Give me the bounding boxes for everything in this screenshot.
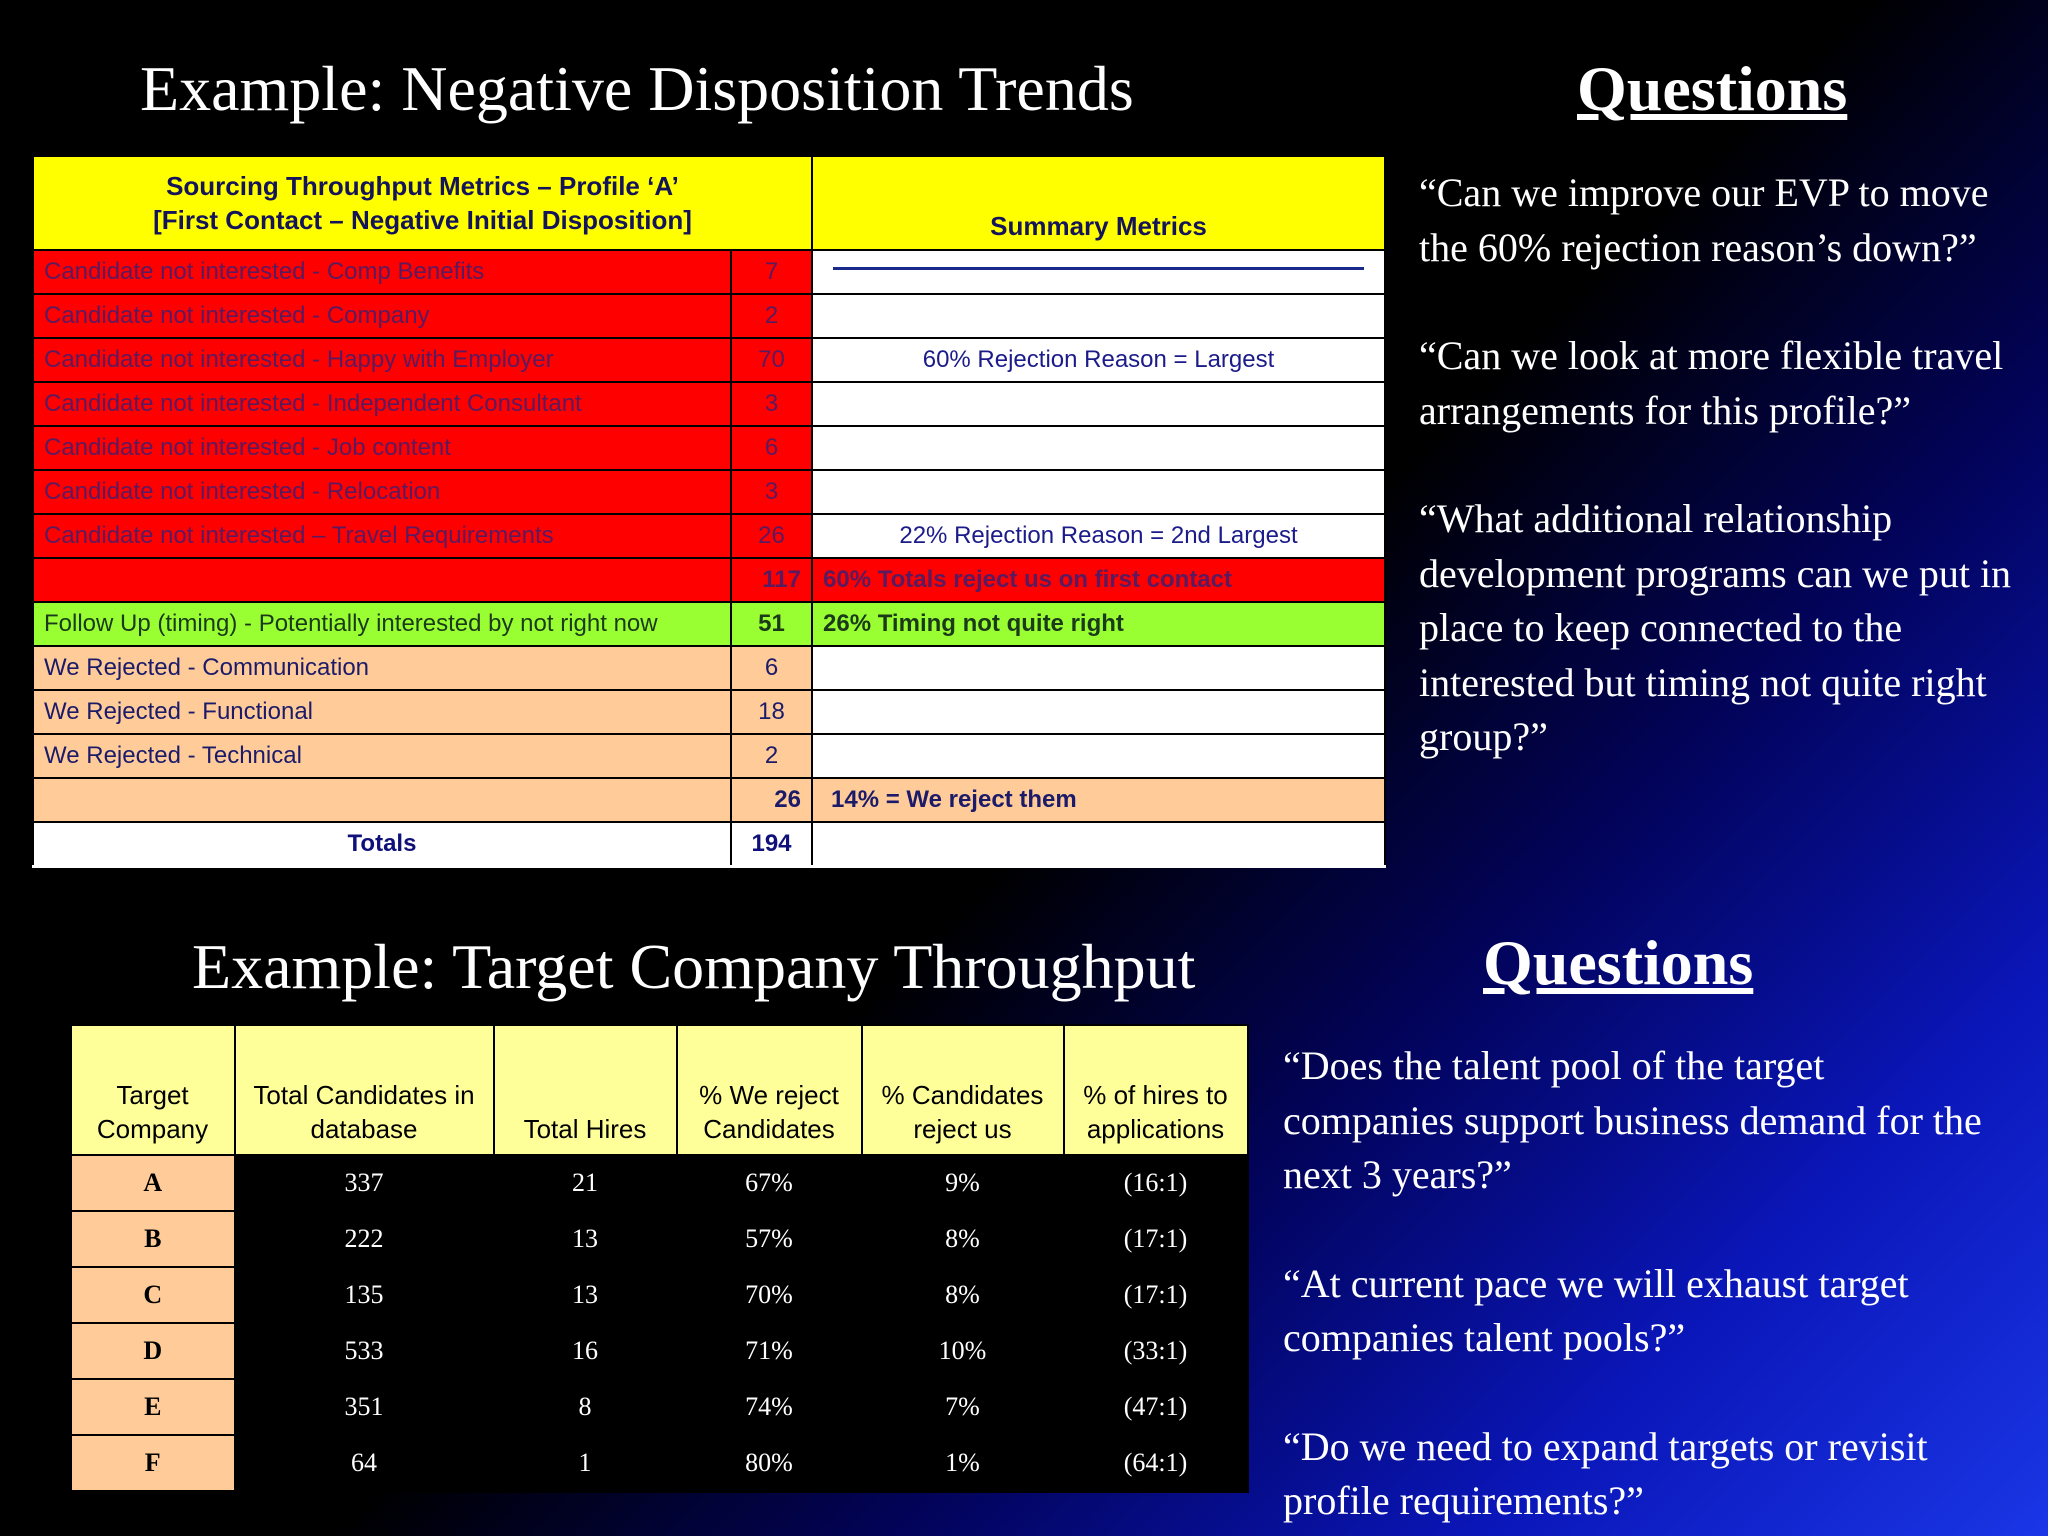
question-item: “Do we need to expand targets or revisit profile requirements?” [1283, 1423, 1928, 1523]
row-label: Candidate not interested – Travel Requirements [33, 514, 731, 558]
totals-label: Totals [33, 822, 731, 867]
table-cell: 71% [677, 1323, 862, 1379]
table-cell: 80% [677, 1435, 862, 1492]
company-cell: B [71, 1211, 235, 1267]
row-value: 70 [731, 338, 812, 382]
row-label: Candidate not interested - Company [33, 294, 731, 338]
table-cell: 70% [677, 1267, 862, 1323]
table-row-followup [33, 602, 1385, 646]
table-cell: 67% [677, 1155, 862, 1211]
table-cell: 13 [494, 1211, 677, 1267]
summary-cell: 60% Rejection Reason = Largest [812, 338, 1385, 382]
table-cell: 351 [235, 1379, 494, 1435]
questions-heading-bottom: Questions [1483, 927, 1754, 998]
table-cell: (47:1) [1064, 1379, 1248, 1435]
company-cell: E [71, 1379, 235, 1435]
table-cell: 135 [235, 1267, 494, 1323]
row-label: Candidate not interested - Relocation [33, 470, 731, 514]
question-item: “At current pace we will exhaust target companies talent pools?” [1283, 1260, 1909, 1360]
summary-cell [812, 250, 1385, 294]
table-cell: 64 [235, 1435, 494, 1492]
table-row [33, 470, 1385, 514]
summary-cell: 14% = We reject them [812, 778, 1385, 822]
summary-cell [812, 426, 1385, 470]
sourcing-throughput-table [32, 155, 1386, 868]
table-cell: 74% [677, 1379, 862, 1435]
summary-cell [812, 646, 1385, 690]
table-header-row [71, 1025, 1248, 1155]
table-cell: 8 [494, 1379, 677, 1435]
table-cell: 8% [862, 1211, 1064, 1267]
company-cell: A [71, 1155, 235, 1211]
summary-cell [812, 470, 1385, 514]
questions-list-bottom [1283, 1039, 2003, 1529]
question-item: “What additional relationship development programs can we put in place to keep connected to the interested but timing not quite right group?” [1419, 496, 2012, 759]
question-item: “Does the talent pool of the target companies support business demand for the next 3 years?” [1283, 1043, 1982, 1197]
column-header: % of hires to applications [1064, 1025, 1248, 1155]
column-header: % Candidates reject us [862, 1025, 1064, 1155]
table-row [33, 250, 1385, 294]
table-header-row [33, 156, 1385, 250]
question-item: “Can we improve our EVP to move the 60% rejection reason’s down?” [1419, 170, 1989, 270]
company-cell: D [71, 1323, 235, 1379]
questions-heading-top: Questions [1577, 53, 1848, 124]
summary-cell [812, 294, 1385, 338]
company-cell: C [71, 1267, 235, 1323]
sourcing-header [33, 156, 812, 250]
row-value: 2 [731, 294, 812, 338]
row-label: Candidate not interested - Comp Benefits [33, 250, 731, 294]
target-company-title: Example: Target Company Throughput [192, 931, 1196, 1002]
row-label [33, 778, 731, 822]
summary-cell: 22% Rejection Reason = 2nd Largest [812, 514, 1385, 558]
table-row [71, 1435, 1248, 1492]
table-row [71, 1323, 1248, 1379]
table-cell: (17:1) [1064, 1211, 1248, 1267]
row-label [33, 558, 731, 602]
table-row [33, 294, 1385, 338]
row-value: 7 [731, 250, 812, 294]
column-header: % We reject Candidates [677, 1025, 862, 1155]
table-cell: 13 [494, 1267, 677, 1323]
table-row [71, 1379, 1248, 1435]
table-cell: 533 [235, 1323, 494, 1379]
table-row [33, 734, 1385, 778]
row-value: 26 [731, 514, 812, 558]
table-cell: 57% [677, 1211, 862, 1267]
row-value: 3 [731, 382, 812, 426]
questions-list-top [1419, 166, 2039, 765]
row-value: 18 [731, 690, 812, 734]
row-value: 51 [731, 602, 812, 646]
table-cell: 337 [235, 1155, 494, 1211]
target-company-table [69, 1024, 1249, 1493]
negative-disposition-title: Example: Negative Disposition Trends [140, 53, 1134, 124]
table-cell: 9% [862, 1155, 1064, 1211]
row-value: 2 [731, 734, 812, 778]
table-cell: 1 [494, 1435, 677, 1492]
summary-cell: 60% Totals reject us on first contact [812, 558, 1385, 602]
row-value: 6 [731, 646, 812, 690]
column-header: Total Hires [494, 1025, 677, 1155]
table-cell: (16:1) [1064, 1155, 1248, 1211]
table-row-red-total [33, 558, 1385, 602]
row-value: 117 [731, 558, 812, 602]
summary-cell [812, 690, 1385, 734]
table-cell: 222 [235, 1211, 494, 1267]
table-row [33, 514, 1385, 558]
row-label: We Rejected - Technical [33, 734, 731, 778]
row-value: 6 [731, 426, 812, 470]
table-cell: 8% [862, 1267, 1064, 1323]
table-row [33, 426, 1385, 470]
summary-cell [812, 822, 1385, 867]
summary-cell [812, 382, 1385, 426]
summary-cell: 26% Timing not quite right [812, 602, 1385, 646]
column-header: Target Company [71, 1025, 235, 1155]
table-row [71, 1211, 1248, 1267]
row-label: We Rejected - Communication [33, 646, 731, 690]
table-cell: (33:1) [1064, 1323, 1248, 1379]
table-cell: (64:1) [1064, 1435, 1248, 1492]
row-value: 26 [731, 778, 812, 822]
company-cell: F [71, 1435, 235, 1492]
table-cell: 7% [862, 1379, 1064, 1435]
summary-cell [812, 734, 1385, 778]
totals-value: 194 [731, 822, 812, 867]
question-item: “Can we look at more flexible travel arrangements for this profile?” [1419, 333, 2004, 433]
row-label: Follow Up (timing) - Potentially interested by not right now [33, 602, 731, 646]
row-label: Candidate not interested - Happy with Employer [33, 338, 731, 382]
row-label: Candidate not interested - Independent Consultant [33, 382, 731, 426]
table-row [33, 338, 1385, 382]
row-label: We Rejected - Functional [33, 690, 731, 734]
row-label: Candidate not interested - Job content [33, 426, 731, 470]
table-cell: 1% [862, 1435, 1064, 1492]
table-row [33, 690, 1385, 734]
summary-metrics-header: Summary Metrics [812, 156, 1385, 250]
row-value: 3 [731, 470, 812, 514]
table-row [33, 382, 1385, 426]
table-row [71, 1155, 1248, 1211]
table-cell: 21 [494, 1155, 677, 1211]
sourcing-header-line2: [First Contact – Negative Initial Disposition] [153, 205, 692, 235]
column-header: Total Candidates in database [235, 1025, 494, 1155]
table-row-totals [33, 822, 1385, 867]
sourcing-header-line1: Sourcing Throughput Metrics – Profile ‘A’ [166, 171, 679, 201]
table-cell: 10% [862, 1323, 1064, 1379]
table-cell: 16 [494, 1323, 677, 1379]
table-row [33, 646, 1385, 690]
table-row [71, 1267, 1248, 1323]
divider-line [833, 267, 1364, 270]
table-cell: (17:1) [1064, 1267, 1248, 1323]
table-row-peach-total [33, 778, 1385, 822]
